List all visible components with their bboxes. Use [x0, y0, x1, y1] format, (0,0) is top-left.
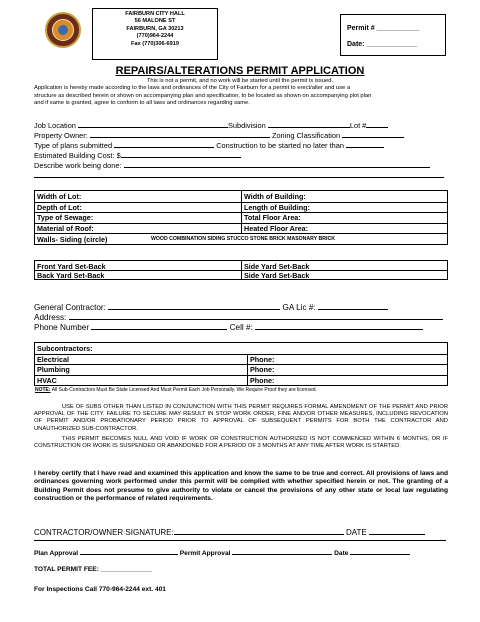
plans-label: Type of plans submitted	[34, 141, 113, 150]
city-state: FAIRBURN, GA 30213	[126, 25, 184, 32]
property-owner-label: Property Owner:	[34, 131, 88, 140]
signature-input[interactable]	[174, 526, 344, 535]
form-title: REPAIRS/ALTERATIONS PERMIT APPLICATION	[115, 65, 365, 77]
job-location-input[interactable]	[78, 120, 228, 128]
address-input[interactable]	[69, 311, 443, 320]
general-contractor-label: General Contractor:	[34, 303, 106, 312]
approval-date-label: Date	[334, 550, 349, 557]
form-subtitle: This is not a permit, and no work will be started until the permit is issued.	[146, 78, 334, 84]
electrical-phone-label: Phone:	[250, 354, 275, 364]
side-setback-2: Side Yard Set-Back	[244, 270, 310, 280]
city-seal	[45, 12, 81, 48]
cost-row	[34, 150, 241, 160]
cell-input[interactable]	[255, 321, 423, 330]
back-setback: Back Yard Set-Back	[37, 270, 105, 280]
property-owner-row	[34, 130, 404, 140]
signature-row	[34, 526, 425, 537]
phone-number-input[interactable]	[91, 321, 227, 330]
subcontractors-table	[34, 342, 448, 386]
width-of-building: Width of Building:	[244, 192, 306, 201]
address-label: Address:	[34, 313, 67, 322]
plan-approval-input[interactable]	[80, 547, 178, 555]
city-street: 56 MALONE ST	[134, 18, 176, 25]
subcontractor-note	[35, 387, 317, 393]
describe-line-2[interactable]	[34, 177, 444, 178]
plan-approval-label: Plan Approval	[34, 550, 79, 557]
electrical-label: Electrical	[37, 354, 69, 364]
describe-row	[34, 160, 430, 170]
general-contractor-input[interactable]	[108, 301, 280, 310]
permit-approval-label: Permit Approval	[179, 550, 231, 557]
phone-number-label: Phone Number	[34, 323, 90, 332]
length-of-building: Length of Building:	[244, 202, 310, 212]
material-of-roof: Material of Roof:	[37, 223, 94, 233]
signature-label: CONTRACTOR/OWNER SIGNATURE:	[34, 528, 174, 537]
property-owner-input[interactable]	[90, 130, 270, 138]
total-floor-area: Total Floor Area:	[244, 213, 301, 222]
city-fax: Fax (770)306-6919	[131, 40, 179, 47]
city-address-box	[92, 8, 218, 60]
hvac-label: HVAC	[37, 375, 57, 385]
depth-of-lot: Depth of Lot:	[37, 202, 82, 212]
type-of-sewage: Type of Sewage:	[37, 213, 94, 222]
permit-approval-input[interactable]	[232, 547, 332, 555]
note-text: All Sub-Contractors Must Be State Licensed And Must Permit Each Job Personally. We Require Proof they are licensed.	[51, 387, 317, 393]
note-label: NOTE:	[35, 387, 51, 393]
describe-label: Describe work being done:	[34, 161, 122, 170]
plans-input[interactable]	[114, 140, 214, 148]
permit-number-field[interactable]: Permit # ___________	[347, 25, 420, 32]
legal-paragraph-2: THIS PERMIT BECOMES NULL AND VOID IF WORK OR CONSTRUCTION AUTHORIZED IS NOT COMMENCED WITHIN 6 MONTHS, OR IF CONSTRUCTION OR WORK IS SUSPENDED OR ABANDONED FOR A PERIOD OF 3 MONTHS AT ANY TIME AFTER WORK IS STARTED.	[34, 436, 448, 450]
ga-lic-label: GA Lic #:	[282, 303, 316, 312]
signature-date-input[interactable]	[369, 526, 425, 535]
signature-date-label: DATE	[345, 528, 367, 537]
cell-label: Cell #:	[229, 323, 253, 332]
side-setback-1: Side Yard Set-Back	[244, 261, 310, 271]
subdivision-label: Subdivision	[227, 121, 266, 130]
setback-table	[34, 260, 448, 280]
approval-row	[34, 547, 410, 557]
width-of-lot: Width of Lot:	[37, 192, 82, 201]
heated-floor-area: Heated Floor Area:	[244, 223, 309, 233]
zoning-input[interactable]	[342, 130, 404, 138]
siding-options[interactable]: WOOD COMBINATION SIDING STUCCO STONE BRICK MASONARY BRICK	[151, 236, 335, 242]
inspections-line: For Inspections Call 770-964-2244 ext. 401	[34, 586, 166, 593]
intro-line: and if same is granted, agree to conform to all laws and ordinances regarding same.	[34, 100, 250, 107]
plans-row	[34, 140, 384, 150]
intro-line: structure as described herein or shown on accompanying plan and specification, to be located as shown on accompanying plot plan	[34, 92, 372, 99]
intro-paragraph	[34, 85, 450, 108]
approval-date-input[interactable]	[350, 547, 410, 555]
front-setback: Front Yard Set-Back	[37, 261, 106, 271]
job-location-row	[34, 120, 388, 130]
intro-line: Application is hereby made according to the laws and ordinances of the City of Fairburn for a permit to erect/alter and use a	[34, 85, 351, 91]
job-location-label: Job Location	[34, 121, 76, 130]
permit-date-field[interactable]: Date: _____________	[347, 41, 418, 48]
certification-paragraph: I hereby certify that I have read and examined this application and know the same to be true and correct. All provisions of laws and ordinances governing work performed under this permit will be complied with whether specified herein or not. The granting of a Building Permit does not presume to give authority to violate or cancel the provisions of any other state or local law regulating construction or the performance of related requirements.	[34, 470, 448, 502]
walls-siding: Walls- Siding (circle)	[37, 234, 108, 244]
describe-input[interactable]	[124, 160, 430, 168]
subdivision-input[interactable]	[268, 120, 350, 128]
lot-building-table	[34, 190, 448, 245]
total-permit-fee[interactable]: TOTAL PERMIT FEE: ______________	[34, 566, 153, 573]
divider	[34, 540, 446, 541]
phone-row	[34, 321, 423, 332]
cost-label: Estimated Building Cost: $	[34, 151, 121, 160]
subcontractors-heading: Subcontractors:	[37, 344, 93, 353]
construction-start-input[interactable]	[346, 140, 384, 148]
permit-box	[340, 14, 446, 56]
lot-input[interactable]	[366, 120, 388, 128]
construction-start-label: Construction to be started no later than	[216, 141, 344, 150]
hvac-phone-label: Phone:	[250, 375, 275, 385]
zoning-label: Zoning Classification	[271, 131, 341, 140]
ga-lic-input[interactable]	[318, 301, 388, 310]
city-phone: (770)964-2244	[136, 33, 174, 40]
plumbing-phone-label: Phone:	[250, 365, 275, 374]
legal-paragraph-1: USE OF SUBS OTHER THAN LISTED IN CONJUNCTION WITH THIS PERMIT REQUIRES FORMAL AMENDMENT OF THE PERMIT AND PRIOR APPROVAL OF THE CITY. FAILURE TO SECURE MAY RESULT IN STOP WORK ORDER, FINE AND/OR OTHER MEASURES, INCLUDING REVOCATION OF PERMIT AND/OR PROBATIONARY PERIOD PRIOR TO APPROVAL OF SUBSEQUENT PERMITS FOR BOTH THE CONTRACTOR AND UNAUTHORIZED SUB-CONTRACTOR.	[34, 404, 448, 432]
plumbing-label: Plumbing	[37, 365, 70, 374]
lot-label: Lot #	[349, 121, 367, 130]
cost-input[interactable]	[121, 150, 241, 158]
city-name: FAIRBURN CITY HALL	[125, 11, 185, 17]
